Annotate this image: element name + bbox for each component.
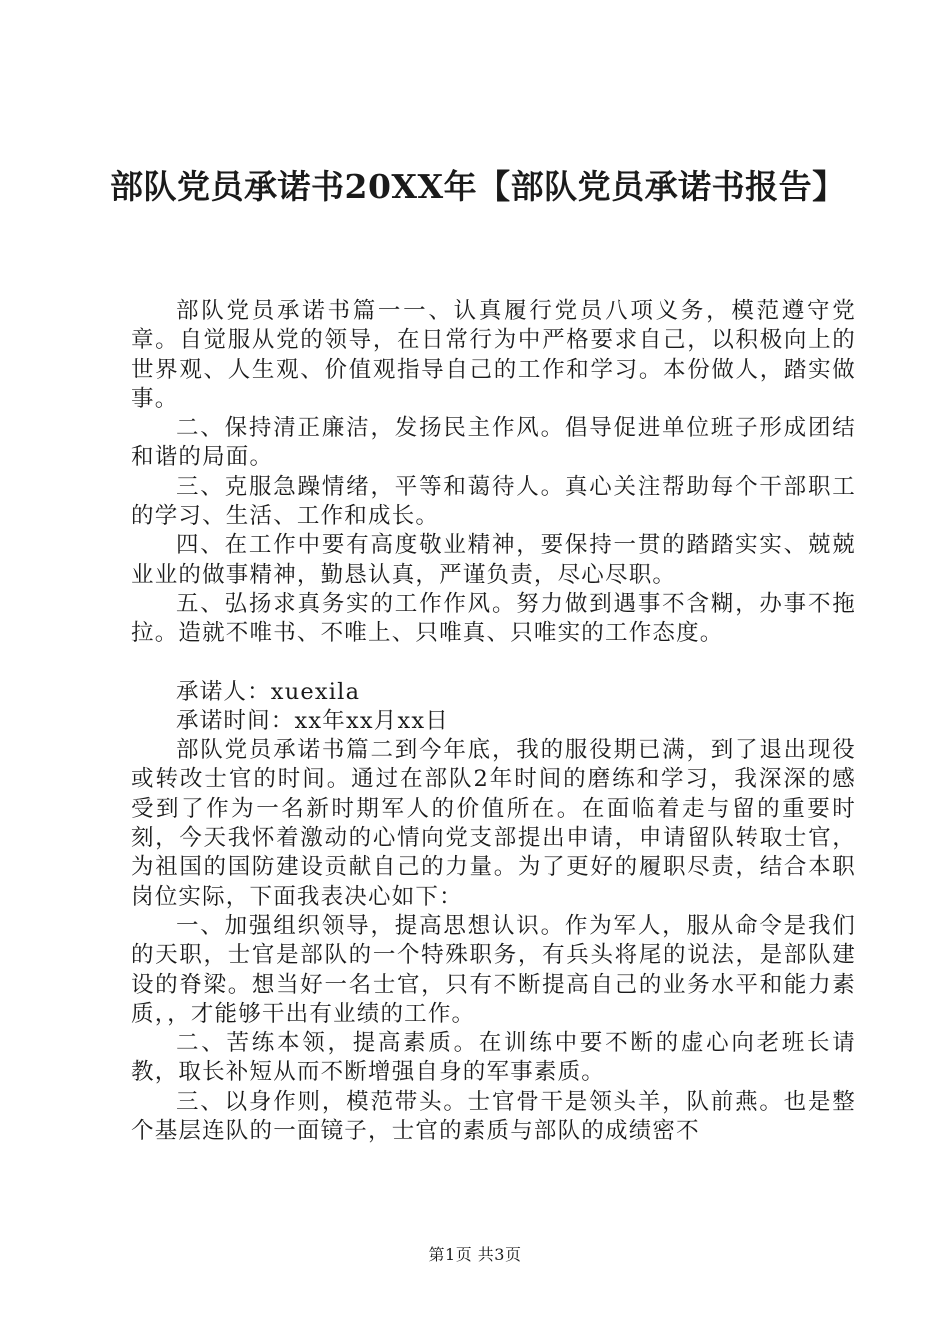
date-line: 承诺时间：xx年xx月xx日 [176, 707, 449, 734]
paragraph: 三、以身作则，模范带头。士官骨干是领头羊，队前燕。也是整个基层连队的一面镜子，士官的素质与部队的成绩密不 [131, 1088, 856, 1145]
paragraph: 三、克服急躁情绪，平等和蔼待人。真心关注帮助每个干部职工的学习、生活、工作和成长。 [131, 473, 856, 530]
paragraph: 部队党员承诺书篇二到今年底，我的服役期已满，到了退出现役或转改士官的时间。通过在部队2年时间的磨练和学习，我深深的感受到了作为一名新时期军人的价值所在。在面临着走与留的重要时刻，今天我怀着激动的心情向党支部提出申请，申请留队转取士官，为祖国的国防建设贡献自己的力量。为了更好的履职尽责，结合本职岗位实际，下面我表决心如下： [131, 737, 856, 910]
paragraph: 二、苦练本领，提高素质。在训练中要不断的虚心向老班长请教，取长补短从而不断增强自身的军事素质。 [131, 1030, 856, 1086]
paragraph: 五、弘扬求真务实的工作作风。努力做到遇事不含糊，办事不拖拉。造就不唯书、不唯上、只唯真、只唯实的工作态度。 [131, 590, 856, 647]
paragraph: 二、保持清正廉洁，发扬民主作风。倡导促进单位班子形成团结和谐的局面。 [131, 415, 856, 471]
paragraph: 部队党员承诺书篇一一、认真履行党员八项义务，模范遵守党章。自觉服从党的领导，在日常行为中严格要求自己，以积极向上的世界观、人生观、价值观指导自己的工作和学习。本份做人，踏实做事。 [131, 298, 856, 412]
page-number-footer: 第1页 共3页 [428, 1245, 522, 1264]
paragraph: 一、加强组织领导，提高思想认识。作为军人，服从命令是我们的天职，士官是部队的一个特殊职务，有兵头将尾的说法，是部队建设的脊梁。想当好一名士官，只有不断提高自己的业务水平和能力素质，，才能够干出有业绩的工作。 [131, 912, 856, 1027]
document-body [131, 297, 856, 1146]
paragraph: 四、在工作中要有高度敬业精神，要保持一贯的踏踏实实、兢兢业业的做事精神，勤恳认真，严谨负责，尽心尽职。 [131, 532, 856, 588]
signer-line: 承诺人：xuexila [176, 678, 361, 705]
document-title: 部队党员承诺书20XX年【部队党员承诺书报告】 [110, 167, 846, 206]
